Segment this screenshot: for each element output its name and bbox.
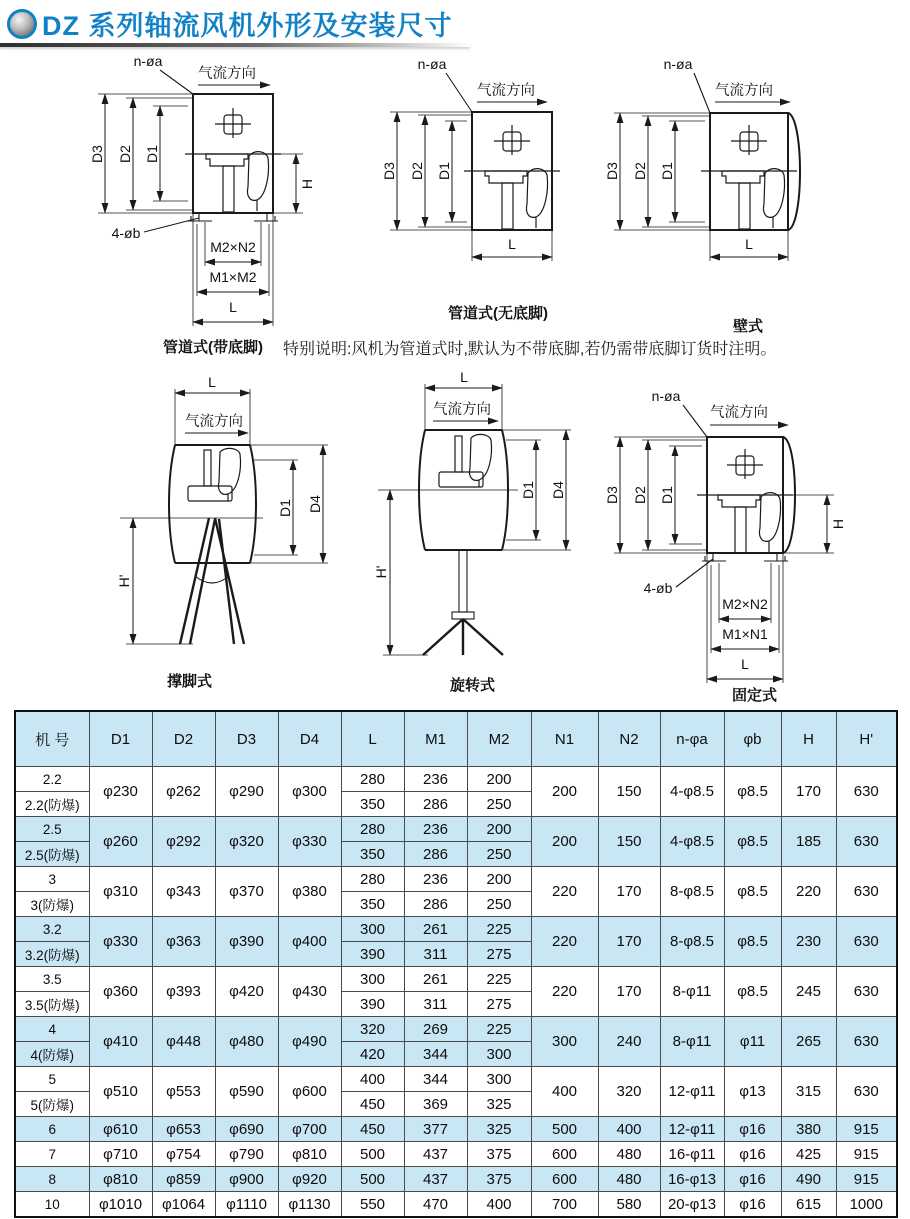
- title-divider: [0, 43, 470, 47]
- table-head: [15, 711, 897, 767]
- col-header: M2: [467, 711, 531, 767]
- cell-l: 500: [341, 1142, 404, 1167]
- table-body: [15, 767, 897, 1218]
- dim-label-h: H: [830, 518, 846, 530]
- table-row: [15, 867, 897, 892]
- cell-l: 550: [341, 1192, 404, 1218]
- bullet-icon: [7, 9, 37, 39]
- col-header: φb: [724, 711, 781, 767]
- dimension-table: [14, 710, 898, 1218]
- cell-h-prime: 630: [836, 817, 897, 867]
- cell-m2: 275: [467, 992, 531, 1017]
- cell-h-prime: 630: [836, 867, 897, 917]
- dim-label-l: L: [460, 369, 468, 385]
- cell-h-prime: 915: [836, 1117, 897, 1142]
- dim-label-l: L: [208, 374, 216, 390]
- col-header: N2: [598, 711, 660, 767]
- table-row: [15, 1117, 897, 1142]
- cell-d3: φ900: [215, 1167, 278, 1192]
- cell-h: 425: [781, 1142, 836, 1167]
- cell-model: 3(防爆): [15, 892, 89, 917]
- cell-m1: 377: [404, 1117, 467, 1142]
- col-header: L: [341, 711, 404, 767]
- dim-label-m1m2: M1×M2: [209, 269, 257, 285]
- dim-label-4-ob: 4-øb: [643, 580, 673, 596]
- cell-l: 420: [341, 1042, 404, 1067]
- cell-d3: φ390: [215, 917, 278, 967]
- cell-model: 5(防爆): [15, 1092, 89, 1117]
- cell-n1: 300: [531, 1017, 598, 1067]
- cell-n-a: 8-φ8.5: [660, 917, 724, 967]
- cell-model: 7: [15, 1142, 89, 1167]
- cell-n1: 700: [531, 1192, 598, 1218]
- cell-d2: φ262: [152, 767, 215, 817]
- cell-n2: 320: [598, 1067, 660, 1117]
- cell-l: 280: [341, 767, 404, 792]
- cell-n1: 400: [531, 1067, 598, 1117]
- dim-label-h-prime: H': [373, 565, 389, 579]
- cell-d4: φ600: [278, 1067, 341, 1117]
- cell-n-a: 16-φ13: [660, 1167, 724, 1192]
- cell-model: 6: [15, 1117, 89, 1142]
- cell-n1: 200: [531, 767, 598, 817]
- cell-d4: φ1130: [278, 1192, 341, 1218]
- col-header: 机 号: [15, 711, 89, 767]
- cell-m2: 325: [467, 1092, 531, 1117]
- cell-d3: φ420: [215, 967, 278, 1017]
- cell-n-a: 12-φ11: [660, 1067, 724, 1117]
- cell-b: φ8.5: [724, 767, 781, 817]
- cell-model: 4: [15, 1017, 89, 1042]
- flow-direction-label: 气流方向: [715, 83, 773, 99]
- cell-d4: φ300: [278, 767, 341, 817]
- cell-l: 500: [341, 1167, 404, 1192]
- cell-h: 380: [781, 1117, 836, 1142]
- cell-h: 230: [781, 917, 836, 967]
- cell-b: φ8.5: [724, 917, 781, 967]
- cell-h-prime: 630: [836, 1017, 897, 1067]
- diagram-rotary-type: [368, 369, 593, 687]
- cell-d4: φ920: [278, 1167, 341, 1192]
- dim-label-d1: D1: [277, 499, 293, 517]
- dim-label-d1: D1: [436, 162, 452, 180]
- cell-l: 350: [341, 892, 404, 917]
- cell-d3: φ290: [215, 767, 278, 817]
- cell-n-a: 20-φ13: [660, 1192, 724, 1218]
- col-header: M1: [404, 711, 467, 767]
- cell-h-prime: 630: [836, 1067, 897, 1117]
- cell-model: 2.2(防爆): [15, 792, 89, 817]
- cell-m2: 250: [467, 792, 531, 817]
- cell-l: 450: [341, 1117, 404, 1142]
- cell-n1: 200: [531, 817, 598, 867]
- cell-m1: 269: [404, 1017, 467, 1042]
- dim-label-d2: D2: [632, 162, 648, 180]
- cell-d1: φ610: [89, 1117, 152, 1142]
- cell-d1: φ810: [89, 1167, 152, 1192]
- dim-label-d2: D2: [409, 162, 425, 180]
- special-note: 特别说明:风机为管道式时,默认为不带底脚,若仍需带底脚订货时注明。: [283, 341, 777, 358]
- cell-b: φ16: [724, 1167, 781, 1192]
- cell-model: 8: [15, 1167, 89, 1192]
- cell-d4: φ400: [278, 917, 341, 967]
- cell-b: φ8.5: [724, 867, 781, 917]
- cell-d2: φ653: [152, 1117, 215, 1142]
- diagram-caption: 旋转式: [450, 677, 496, 694]
- page-header: [0, 0, 910, 56]
- cell-d1: φ410: [89, 1017, 152, 1067]
- cell-m1: 236: [404, 817, 467, 842]
- dim-label-d4: D4: [550, 481, 566, 499]
- cell-m2: 200: [467, 867, 531, 892]
- table-row: [15, 817, 897, 842]
- cell-m1: 369: [404, 1092, 467, 1117]
- cell-d2: φ448: [152, 1017, 215, 1067]
- cell-l: 450: [341, 1092, 404, 1117]
- diagram-caption: 撑脚式: [167, 673, 213, 690]
- col-header: N1: [531, 711, 598, 767]
- cell-m1: 286: [404, 792, 467, 817]
- page-title: DZ 系列轴流风机外形及安装尺寸: [42, 11, 453, 41]
- cell-model: 2.5: [15, 817, 89, 842]
- cell-h: 245: [781, 967, 836, 1017]
- cell-b: φ8.5: [724, 817, 781, 867]
- dim-label-4-ob: 4-øb: [111, 225, 141, 241]
- cell-m1: 311: [404, 992, 467, 1017]
- flow-direction-label: 气流方向: [185, 414, 243, 430]
- cell-model: 3: [15, 867, 89, 892]
- cell-d2: φ343: [152, 867, 215, 917]
- cell-n1: 220: [531, 967, 598, 1017]
- table-row: [15, 917, 897, 942]
- cell-l: 350: [341, 792, 404, 817]
- cell-n2: 170: [598, 917, 660, 967]
- flow-direction-label: 气流方向: [477, 83, 535, 99]
- cell-d4: φ330: [278, 817, 341, 867]
- cell-m1: 286: [404, 842, 467, 867]
- cell-h-prime: 630: [836, 767, 897, 817]
- cell-model: 3.2(防爆): [15, 942, 89, 967]
- dim-label-d1: D1: [144, 145, 160, 163]
- table-row: [15, 1167, 897, 1192]
- cell-d4: φ430: [278, 967, 341, 1017]
- diagram-wall-type: [604, 55, 904, 325]
- cell-m2: 375: [467, 1142, 531, 1167]
- cell-model: 2.5(防爆): [15, 842, 89, 867]
- cell-m1: 437: [404, 1142, 467, 1167]
- cell-model: 10: [15, 1192, 89, 1218]
- dim-label-l: L: [229, 299, 237, 315]
- cell-d3: φ590: [215, 1067, 278, 1117]
- cell-h-prime: 1000: [836, 1192, 897, 1218]
- dim-label-d4: D4: [307, 495, 323, 513]
- cell-d1: φ360: [89, 967, 152, 1017]
- flow-direction-label: 气流方向: [710, 405, 768, 421]
- cell-h: 490: [781, 1167, 836, 1192]
- dim-label-m2n2: M2×N2: [722, 596, 768, 612]
- cell-d2: φ1064: [152, 1192, 215, 1218]
- cell-n1: 600: [531, 1142, 598, 1167]
- cell-m1: 344: [404, 1067, 467, 1092]
- dim-label-d2: D2: [117, 145, 133, 163]
- dim-label-m2n2: M2×N2: [210, 239, 256, 255]
- cell-d1: φ710: [89, 1142, 152, 1167]
- cell-n-a: 4-φ8.5: [660, 817, 724, 867]
- dim-label-d3: D3: [381, 162, 397, 180]
- cell-n2: 240: [598, 1017, 660, 1067]
- dimension-table-wrap: [14, 710, 896, 1218]
- cell-m1: 236: [404, 767, 467, 792]
- dim-label-m1n1: M1×N1: [722, 626, 768, 642]
- table-header-row: [15, 711, 897, 767]
- cell-d2: φ292: [152, 817, 215, 867]
- diagram-caption: 管道式(带底脚): [163, 339, 263, 356]
- cell-m2: 325: [467, 1117, 531, 1142]
- cell-h-prime: 630: [836, 967, 897, 1017]
- cell-h: 615: [781, 1192, 836, 1218]
- cell-n1: 600: [531, 1167, 598, 1192]
- dim-label-n-oa: n-øa: [133, 53, 163, 69]
- cell-b: φ13: [724, 1067, 781, 1117]
- cell-n-a: 8-φ11: [660, 967, 724, 1017]
- cell-d2: φ553: [152, 1067, 215, 1117]
- diagram-caption: 固定式: [732, 687, 778, 704]
- dim-label-d1: D1: [520, 481, 536, 499]
- cell-model: 3.5: [15, 967, 89, 992]
- cell-d1: φ230: [89, 767, 152, 817]
- dim-label-d3: D3: [604, 486, 620, 504]
- cell-model: 3.5(防爆): [15, 992, 89, 1017]
- diagram-caption: 壁式: [733, 318, 764, 335]
- diagram-duct-no-feet: [362, 55, 614, 310]
- diagram-fixed-type: [598, 385, 910, 687]
- cell-m1: 236: [404, 867, 467, 892]
- col-header: D3: [215, 711, 278, 767]
- cell-h: 315: [781, 1067, 836, 1117]
- table-row: [15, 1067, 897, 1092]
- cell-d3: φ690: [215, 1117, 278, 1142]
- cell-m1: 286: [404, 892, 467, 917]
- cell-h: 220: [781, 867, 836, 917]
- cell-m1: 261: [404, 967, 467, 992]
- col-header: D4: [278, 711, 341, 767]
- table-row: [15, 1192, 897, 1218]
- cell-h-prime: 915: [836, 1167, 897, 1192]
- cell-b: φ16: [724, 1142, 781, 1167]
- table-row: [15, 1142, 897, 1167]
- dim-label-n-oa: n-øa: [417, 56, 447, 72]
- cell-model: 4(防爆): [15, 1042, 89, 1067]
- cell-h: 170: [781, 767, 836, 817]
- cell-d4: φ380: [278, 867, 341, 917]
- cell-d1: φ310: [89, 867, 152, 917]
- dim-label-h: H: [299, 178, 315, 190]
- cell-d2: φ859: [152, 1167, 215, 1192]
- cell-n2: 150: [598, 817, 660, 867]
- cell-h-prime: 630: [836, 917, 897, 967]
- cell-l: 280: [341, 867, 404, 892]
- table-row: [15, 967, 897, 992]
- cell-n-a: 8-φ8.5: [660, 867, 724, 917]
- cell-m1: 470: [404, 1192, 467, 1218]
- diagram-support-feet-type: [108, 374, 348, 684]
- cell-d4: φ490: [278, 1017, 341, 1067]
- cell-d3: φ370: [215, 867, 278, 917]
- dim-label-d3: D3: [89, 145, 105, 163]
- dim-label-h-prime: H': [116, 574, 132, 588]
- cell-b: φ16: [724, 1192, 781, 1218]
- dim-label-n-oa: n-øa: [651, 388, 681, 404]
- cell-n2: 170: [598, 967, 660, 1017]
- cell-m2: 225: [467, 1017, 531, 1042]
- cell-l: 300: [341, 917, 404, 942]
- dim-label-d1: D1: [659, 162, 675, 180]
- cell-m2: 250: [467, 842, 531, 867]
- cell-n2: 170: [598, 867, 660, 917]
- cell-h-prime: 915: [836, 1142, 897, 1167]
- cell-n-a: 8-φ11: [660, 1017, 724, 1067]
- cell-l: 350: [341, 842, 404, 867]
- table-row: [15, 1017, 897, 1042]
- dim-label-d3: D3: [604, 162, 620, 180]
- flow-direction-label: 气流方向: [433, 402, 491, 418]
- cell-l: 390: [341, 992, 404, 1017]
- cell-m1: 437: [404, 1167, 467, 1192]
- col-header: D2: [152, 711, 215, 767]
- cell-d3: φ1110: [215, 1192, 278, 1218]
- dim-label-l: L: [741, 656, 749, 672]
- cell-n2: 150: [598, 767, 660, 817]
- table-row: [15, 767, 897, 792]
- cell-d4: φ700: [278, 1117, 341, 1142]
- cell-n1: 220: [531, 917, 598, 967]
- cell-m2: 250: [467, 892, 531, 917]
- cell-d3: φ480: [215, 1017, 278, 1067]
- cell-h: 185: [781, 817, 836, 867]
- cell-m2: 375: [467, 1167, 531, 1192]
- dim-label-l: L: [508, 236, 516, 252]
- cell-m2: 275: [467, 942, 531, 967]
- cell-n-a: 16-φ11: [660, 1142, 724, 1167]
- cell-d2: φ363: [152, 917, 215, 967]
- cell-m2: 300: [467, 1067, 531, 1092]
- cell-m2: 200: [467, 767, 531, 792]
- cell-m2: 400: [467, 1192, 531, 1218]
- cell-n1: 500: [531, 1117, 598, 1142]
- cell-b: φ16: [724, 1117, 781, 1142]
- diagram-duct-with-feet: [60, 50, 340, 362]
- cell-n-a: 12-φ11: [660, 1117, 724, 1142]
- flow-direction-label: 气流方向: [198, 66, 256, 82]
- cell-d2: φ393: [152, 967, 215, 1017]
- cell-m1: 311: [404, 942, 467, 967]
- col-header: n-φa: [660, 711, 724, 767]
- cell-d1: φ510: [89, 1067, 152, 1117]
- cell-h: 265: [781, 1017, 836, 1067]
- cell-m2: 225: [467, 917, 531, 942]
- cell-l: 300: [341, 967, 404, 992]
- col-header: H: [781, 711, 836, 767]
- col-header: D1: [89, 711, 152, 767]
- cell-d2: φ754: [152, 1142, 215, 1167]
- cell-n-a: 4-φ8.5: [660, 767, 724, 817]
- cell-m1: 261: [404, 917, 467, 942]
- cell-n2: 480: [598, 1167, 660, 1192]
- cell-m1: 344: [404, 1042, 467, 1067]
- cell-d1: φ1010: [89, 1192, 152, 1218]
- dim-label-d2: D2: [632, 486, 648, 504]
- cell-l: 390: [341, 942, 404, 967]
- cell-d3: φ790: [215, 1142, 278, 1167]
- cell-l: 400: [341, 1067, 404, 1092]
- cell-model: 2.2: [15, 767, 89, 792]
- dim-label-l: L: [745, 236, 753, 252]
- cell-l: 320: [341, 1017, 404, 1042]
- cell-b: φ8.5: [724, 967, 781, 1017]
- cell-b: φ11: [724, 1017, 781, 1067]
- cell-m2: 300: [467, 1042, 531, 1067]
- cell-d3: φ320: [215, 817, 278, 867]
- cell-n2: 400: [598, 1117, 660, 1142]
- cell-l: 280: [341, 817, 404, 842]
- cell-n2: 580: [598, 1192, 660, 1218]
- cell-d4: φ810: [278, 1142, 341, 1167]
- dim-label-n-oa: n-øa: [663, 56, 693, 72]
- cell-d1: φ260: [89, 817, 152, 867]
- cell-m2: 225: [467, 967, 531, 992]
- cell-d1: φ330: [89, 917, 152, 967]
- cell-n1: 220: [531, 867, 598, 917]
- dim-label-d1: D1: [659, 486, 675, 504]
- diagram-caption: 管道式(无底脚): [448, 305, 548, 322]
- cell-m2: 200: [467, 817, 531, 842]
- cell-n2: 480: [598, 1142, 660, 1167]
- cell-model: 5: [15, 1067, 89, 1092]
- col-header: H': [836, 711, 897, 767]
- cell-model: 3.2: [15, 917, 89, 942]
